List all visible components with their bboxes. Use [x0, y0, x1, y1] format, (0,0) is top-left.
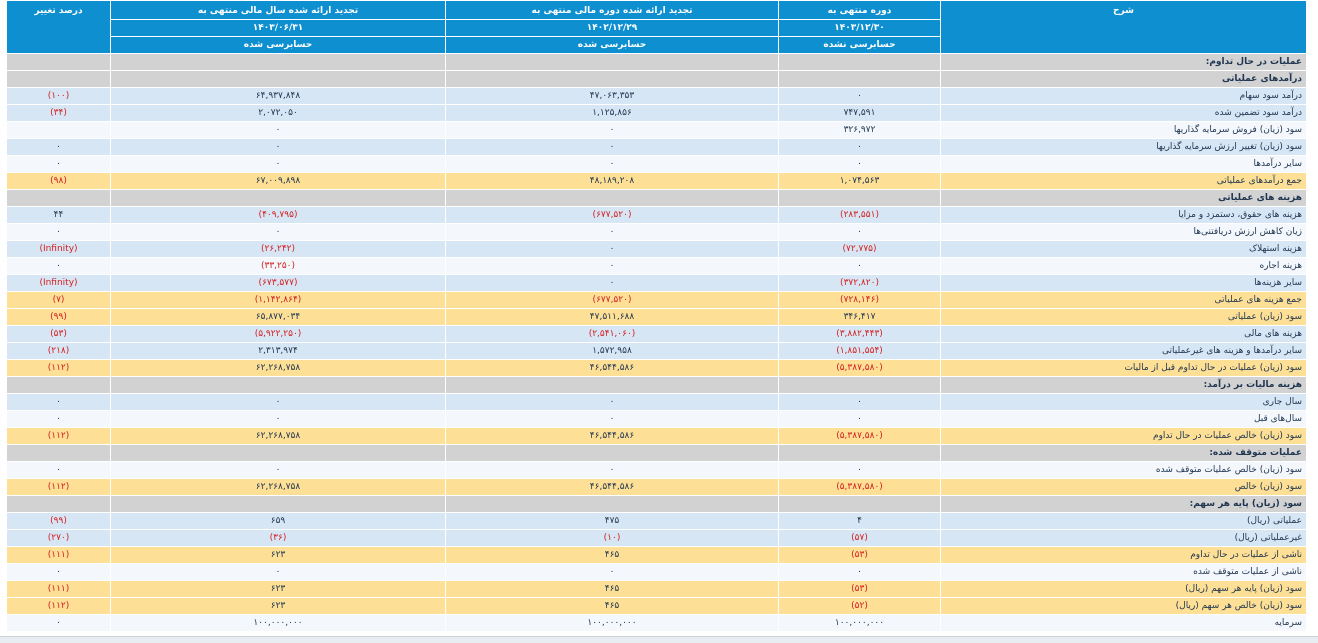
- table-row: [7, 122, 1307, 139]
- row-change-percent: ۰: [7, 411, 111, 428]
- row-label: سود (زیان) فروش سرمایه گذاریها: [941, 122, 1307, 139]
- row-value-prev-year: ۶۲۳: [111, 581, 446, 598]
- row-value-prev-year: ۶۲,۲۶۸,۷۵۸: [111, 360, 446, 377]
- section-row: [7, 54, 1307, 71]
- header-year-prev-date: ۱۴۰۳/۰۶/۳۱: [111, 20, 446, 37]
- row-value-current-period: ۰: [779, 88, 941, 105]
- row-value-current-period: (۵,۳۸۷,۵۸۰): [779, 428, 941, 445]
- row-change-percent: (۵۳): [7, 326, 111, 343]
- row-value-prev-period: (۲,۵۴۱,۰۶۰): [446, 326, 779, 343]
- row-change-percent: (۱۱۲): [7, 598, 111, 615]
- row-label: سال‌های قبل: [941, 411, 1307, 428]
- row-change-percent: ۰: [7, 615, 111, 632]
- row-value-prev-year: [111, 54, 446, 71]
- row-change-percent: (۱۱۲): [7, 360, 111, 377]
- row-value-current-period: [779, 71, 941, 88]
- row-change-percent: ۰: [7, 224, 111, 241]
- row-value-current-period: ۷۴۷,۵۹۱: [779, 105, 941, 122]
- header-period-current-date: ۱۴۰۳/۱۲/۳۰: [779, 20, 941, 37]
- row-value-prev-period: ۴۸,۱۸۹,۲۰۸: [446, 173, 779, 190]
- table-row: [7, 479, 1307, 496]
- row-value-prev-period: ۴۶,۵۴۴,۵۸۶: [446, 428, 779, 445]
- row-value-prev-year: ۶۲,۲۶۸,۷۵۸: [111, 479, 446, 496]
- row-value-prev-year: (۶۷۳,۵۷۷): [111, 275, 446, 292]
- row-value-prev-period: (۶۷۷,۵۲۰): [446, 292, 779, 309]
- table-row: [7, 88, 1307, 105]
- financial-statement-table: [6, 0, 1307, 632]
- row-change-percent: (۱۱۱): [7, 581, 111, 598]
- row-value-current-period: ۰: [779, 394, 941, 411]
- table-row: [7, 513, 1307, 530]
- row-value-current-period: ۰: [779, 156, 941, 173]
- header-year-prev-status: حسابرسی شده: [111, 37, 446, 54]
- row-change-percent: (۹۹): [7, 513, 111, 530]
- row-label: سود (زیان) عملیاتی: [941, 309, 1307, 326]
- table-row: [7, 258, 1307, 275]
- table-row: [7, 275, 1307, 292]
- table-row: [7, 428, 1307, 445]
- row-value-prev-year: [111, 496, 446, 513]
- row-value-prev-period: ۴۷۵: [446, 513, 779, 530]
- row-value-prev-period: ۴۷,۰۶۳,۳۵۳: [446, 88, 779, 105]
- row-label: سود (زیان) عملیات در حال تداوم قبل از مالیات: [941, 360, 1307, 377]
- row-label: هزینه های حقوق، دستمزد و مزایا: [941, 207, 1307, 224]
- row-value-prev-year: ۲,۳۱۳,۹۷۴: [111, 343, 446, 360]
- row-label: سایر درآمدها و هزینه های غیرعملیاتی: [941, 343, 1307, 360]
- row-change-percent: ۰: [7, 258, 111, 275]
- header-period-prev-title: تجدید ارائه شده دوره مالی منتهی به: [446, 1, 779, 20]
- row-value-current-period: ۱۰۰,۰۰۰,۰۰۰: [779, 615, 941, 632]
- row-label: عملیات متوقف شده:: [941, 445, 1307, 462]
- row-value-prev-year: ۶۴,۹۳۷,۸۴۸: [111, 88, 446, 105]
- row-value-current-period: ۰: [779, 258, 941, 275]
- row-change-percent: (۱۰۰): [7, 88, 111, 105]
- row-value-prev-year: (۱,۱۴۲,۸۶۴): [111, 292, 446, 309]
- row-value-prev-period: ۴۶۵: [446, 598, 779, 615]
- table-row: [7, 615, 1307, 632]
- table-row: [7, 139, 1307, 156]
- row-value-prev-period: (۶۷۷,۵۲۰): [446, 207, 779, 224]
- row-change-percent: (۱۱۱): [7, 547, 111, 564]
- row-label: سود (زیان) خالص عملیات متوقف شده: [941, 462, 1307, 479]
- row-value-prev-period: ۰: [446, 462, 779, 479]
- row-value-current-period: (۳,۸۸۲,۴۴۳): [779, 326, 941, 343]
- table-row: [7, 411, 1307, 428]
- row-label: سود (زیان) پایه هر سهم (ریال): [941, 581, 1307, 598]
- row-label: ناشی از عملیات در حال تداوم: [941, 547, 1307, 564]
- section-row: [7, 190, 1307, 207]
- row-value-prev-period: ۰: [446, 411, 779, 428]
- row-value-prev-period: ۱۰۰,۰۰۰,۰۰۰: [446, 615, 779, 632]
- row-value-prev-year: (۳۶): [111, 530, 446, 547]
- header-description: شرح: [941, 1, 1307, 54]
- row-change-percent: (۱۱۲): [7, 479, 111, 496]
- row-value-prev-year: ۶۵,۸۷۷,۰۳۴: [111, 309, 446, 326]
- row-value-prev-year: [111, 190, 446, 207]
- row-change-percent: [7, 190, 111, 207]
- row-value-prev-period: [446, 71, 779, 88]
- row-value-current-period: (۵,۳۸۷,۵۸۰): [779, 479, 941, 496]
- row-value-current-period: ۰: [779, 139, 941, 156]
- row-value-current-period: (۵۳): [779, 547, 941, 564]
- row-value-prev-year: ۰: [111, 564, 446, 581]
- row-value-current-period: [779, 54, 941, 71]
- row-change-percent: (۲۱۸): [7, 343, 111, 360]
- row-change-percent: (۹۸): [7, 173, 111, 190]
- row-value-prev-year: (۵,۹۲۲,۲۵۰): [111, 326, 446, 343]
- row-label: غیرعملیاتی (ریال): [941, 530, 1307, 547]
- row-value-prev-period: [446, 190, 779, 207]
- row-value-prev-year: ۰: [111, 462, 446, 479]
- row-change-percent: ۰: [7, 462, 111, 479]
- row-change-percent: [7, 71, 111, 88]
- table-row: [7, 547, 1307, 564]
- row-change-percent: (Infinity): [7, 241, 111, 258]
- row-value-prev-year: (۴۰۹,۷۹۵): [111, 207, 446, 224]
- row-value-prev-year: ۰: [111, 224, 446, 241]
- table-row: [7, 292, 1307, 309]
- row-value-prev-period: ۴۶۵: [446, 547, 779, 564]
- table-row: [7, 462, 1307, 479]
- table-row: [7, 156, 1307, 173]
- table-row: [7, 309, 1307, 326]
- row-label: عملیاتی (ریال): [941, 513, 1307, 530]
- row-value-current-period: [779, 377, 941, 394]
- row-value-current-period: (۵۳): [779, 581, 941, 598]
- table-row: [7, 105, 1307, 122]
- row-value-prev-period: ۰: [446, 156, 779, 173]
- row-change-percent: (۷): [7, 292, 111, 309]
- table-row: [7, 581, 1307, 598]
- header-period-prev-status: حسابرسی شده: [446, 37, 779, 54]
- row-value-prev-year: [111, 377, 446, 394]
- row-label: هزینه های عملیاتی: [941, 190, 1307, 207]
- row-label: سود (زیان) پایه هر سهم:: [941, 496, 1307, 513]
- row-value-prev-period: (۱۰): [446, 530, 779, 547]
- row-label: عملیات در حال تداوم:: [941, 54, 1307, 71]
- row-value-prev-year: ۲,۰۷۲,۰۵۰: [111, 105, 446, 122]
- header-change-percent: درصد تغییر: [7, 1, 111, 54]
- row-label: درآمدهای عملیاتی: [941, 71, 1307, 88]
- row-value-prev-year: ۶۷,۰۰۹,۸۹۸: [111, 173, 446, 190]
- table-row: [7, 530, 1307, 547]
- row-value-current-period: (۱,۸۵۱,۵۵۴): [779, 343, 941, 360]
- row-value-prev-period: ۰: [446, 258, 779, 275]
- row-value-prev-year: ۶۵۹: [111, 513, 446, 530]
- row-value-current-period: ۳۲۶,۹۷۲: [779, 122, 941, 139]
- row-value-prev-period: ۴۶,۵۴۴,۵۸۶: [446, 479, 779, 496]
- row-value-prev-period: [446, 496, 779, 513]
- row-change-percent: ۰: [7, 156, 111, 173]
- row-value-prev-period: ۰: [446, 564, 779, 581]
- header-year-prev-title: تجدید ارائه شده سال مالی منتهی به: [111, 1, 446, 20]
- row-value-current-period: ۳۴۶,۴۱۷: [779, 309, 941, 326]
- table-row: [7, 326, 1307, 343]
- row-value-prev-period: ۰: [446, 275, 779, 292]
- row-value-prev-period: [446, 54, 779, 71]
- row-value-prev-period: ۰: [446, 394, 779, 411]
- row-change-percent: [7, 54, 111, 71]
- row-change-percent: ۰: [7, 394, 111, 411]
- row-value-prev-period: [446, 445, 779, 462]
- row-value-current-period: ۰: [779, 462, 941, 479]
- row-change-percent: [7, 496, 111, 513]
- row-value-prev-period: [446, 377, 779, 394]
- table-body: [7, 54, 1307, 632]
- header-period-prev-date: ۱۴۰۲/۱۲/۲۹: [446, 20, 779, 37]
- row-change-percent: ۰: [7, 139, 111, 156]
- row-value-current-period: [779, 445, 941, 462]
- row-value-prev-period: ۰: [446, 122, 779, 139]
- row-label: سود (زیان) تغییر ارزش سرمایه گذاریها: [941, 139, 1307, 156]
- row-label: درآمد سود تضمین شده: [941, 105, 1307, 122]
- row-value-prev-year: (۳۳,۲۵۰): [111, 258, 446, 275]
- row-value-prev-year: [111, 445, 446, 462]
- row-value-current-period: [779, 496, 941, 513]
- row-label: هزینه اجاره: [941, 258, 1307, 275]
- row-change-percent: [7, 377, 111, 394]
- row-value-prev-period: ۰: [446, 224, 779, 241]
- row-value-current-period: [779, 190, 941, 207]
- row-value-prev-year: ۶۲۳: [111, 547, 446, 564]
- row-value-prev-period: ۴۶۵: [446, 581, 779, 598]
- row-label: سایر درآمدها: [941, 156, 1307, 173]
- row-value-prev-period: ۴۷,۵۱۱,۶۸۸: [446, 309, 779, 326]
- section-row: [7, 496, 1307, 513]
- row-value-current-period: (۲۸۳,۵۵۱): [779, 207, 941, 224]
- row-label: سایر هزینه‌ها: [941, 275, 1307, 292]
- row-label: هزینه های مالی: [941, 326, 1307, 343]
- row-label: سرمایه: [941, 615, 1307, 632]
- row-change-percent: (۱۱۲): [7, 428, 111, 445]
- row-value-prev-period: ۱,۱۲۵,۸۵۶: [446, 105, 779, 122]
- row-value-prev-period: ۱,۵۷۲,۹۵۸: [446, 343, 779, 360]
- row-change-percent: (۳۴): [7, 105, 111, 122]
- row-change-percent: (۹۹): [7, 309, 111, 326]
- row-value-prev-year: (۲۶,۲۴۲): [111, 241, 446, 258]
- row-value-current-period: ۱,۰۷۴,۵۶۳: [779, 173, 941, 190]
- table-row: [7, 241, 1307, 258]
- row-label: درآمد سود سهام: [941, 88, 1307, 105]
- row-label: سود (زیان) خالص عملیات در حال تداوم: [941, 428, 1307, 445]
- table-row: [7, 224, 1307, 241]
- row-value-prev-year: [111, 71, 446, 88]
- row-value-prev-year: ۰: [111, 122, 446, 139]
- row-label: هزینه مالیات بر درآمد:: [941, 377, 1307, 394]
- table-row: [7, 343, 1307, 360]
- row-value-prev-year: ۶۲,۲۶۸,۷۵۸: [111, 428, 446, 445]
- row-value-prev-period: ۴۶,۵۴۴,۵۸۶: [446, 360, 779, 377]
- row-label: سود (زیان) خالص: [941, 479, 1307, 496]
- row-value-prev-year: ۶۲۳: [111, 598, 446, 615]
- section-row: [7, 445, 1307, 462]
- table-row: [7, 598, 1307, 615]
- row-value-prev-year: ۰: [111, 394, 446, 411]
- row-value-current-period: (۷۲۸,۱۴۶): [779, 292, 941, 309]
- row-label: سال جاری: [941, 394, 1307, 411]
- row-change-percent: ۰: [7, 564, 111, 581]
- table-row: [7, 207, 1307, 224]
- row-label: زیان کاهش ارزش دریافتنی‌ها: [941, 224, 1307, 241]
- row-change-percent: [7, 445, 111, 462]
- row-value-prev-year: ۰: [111, 156, 446, 173]
- row-label: جمع هزینه های عملیاتی: [941, 292, 1307, 309]
- row-change-percent: [7, 122, 111, 139]
- row-value-current-period: (۵۲): [779, 598, 941, 615]
- header-period-current-title: دوره منتهی به: [779, 1, 941, 20]
- row-value-current-period: (۵۷): [779, 530, 941, 547]
- row-value-current-period: ۴: [779, 513, 941, 530]
- row-change-percent: ۴۴: [7, 207, 111, 224]
- row-value-prev-year: ۰: [111, 139, 446, 156]
- section-row: [7, 377, 1307, 394]
- row-value-current-period: (۳۷۲,۸۲۰): [779, 275, 941, 292]
- row-value-current-period: (۵,۳۸۷,۵۸۰): [779, 360, 941, 377]
- section-row: [7, 71, 1307, 88]
- header-period-current-status: حسابرسی نشده: [779, 37, 941, 54]
- row-change-percent: (Infinity): [7, 275, 111, 292]
- table-row: [7, 173, 1307, 190]
- row-label: سود (زیان) خالص هر سهم (ریال): [941, 598, 1307, 615]
- table-row: [7, 564, 1307, 581]
- row-value-current-period: ۰: [779, 224, 941, 241]
- row-change-percent: (۲۷۰): [7, 530, 111, 547]
- table-row: [7, 360, 1307, 377]
- row-value-prev-year: ۱۰۰,۰۰۰,۰۰۰: [111, 615, 446, 632]
- row-label: جمع درآمدهای عملیاتی: [941, 173, 1307, 190]
- row-value-current-period: ۰: [779, 564, 941, 581]
- row-label: ناشی از عملیات متوقف شده: [941, 564, 1307, 581]
- row-value-current-period: (۷۲,۷۷۵): [779, 241, 941, 258]
- row-label: هزینه استهلاک: [941, 241, 1307, 258]
- row-value-prev-period: ۰: [446, 139, 779, 156]
- table-row: [7, 394, 1307, 411]
- row-value-current-period: ۰: [779, 411, 941, 428]
- row-value-prev-period: ۰: [446, 241, 779, 258]
- row-value-prev-year: ۰: [111, 411, 446, 428]
